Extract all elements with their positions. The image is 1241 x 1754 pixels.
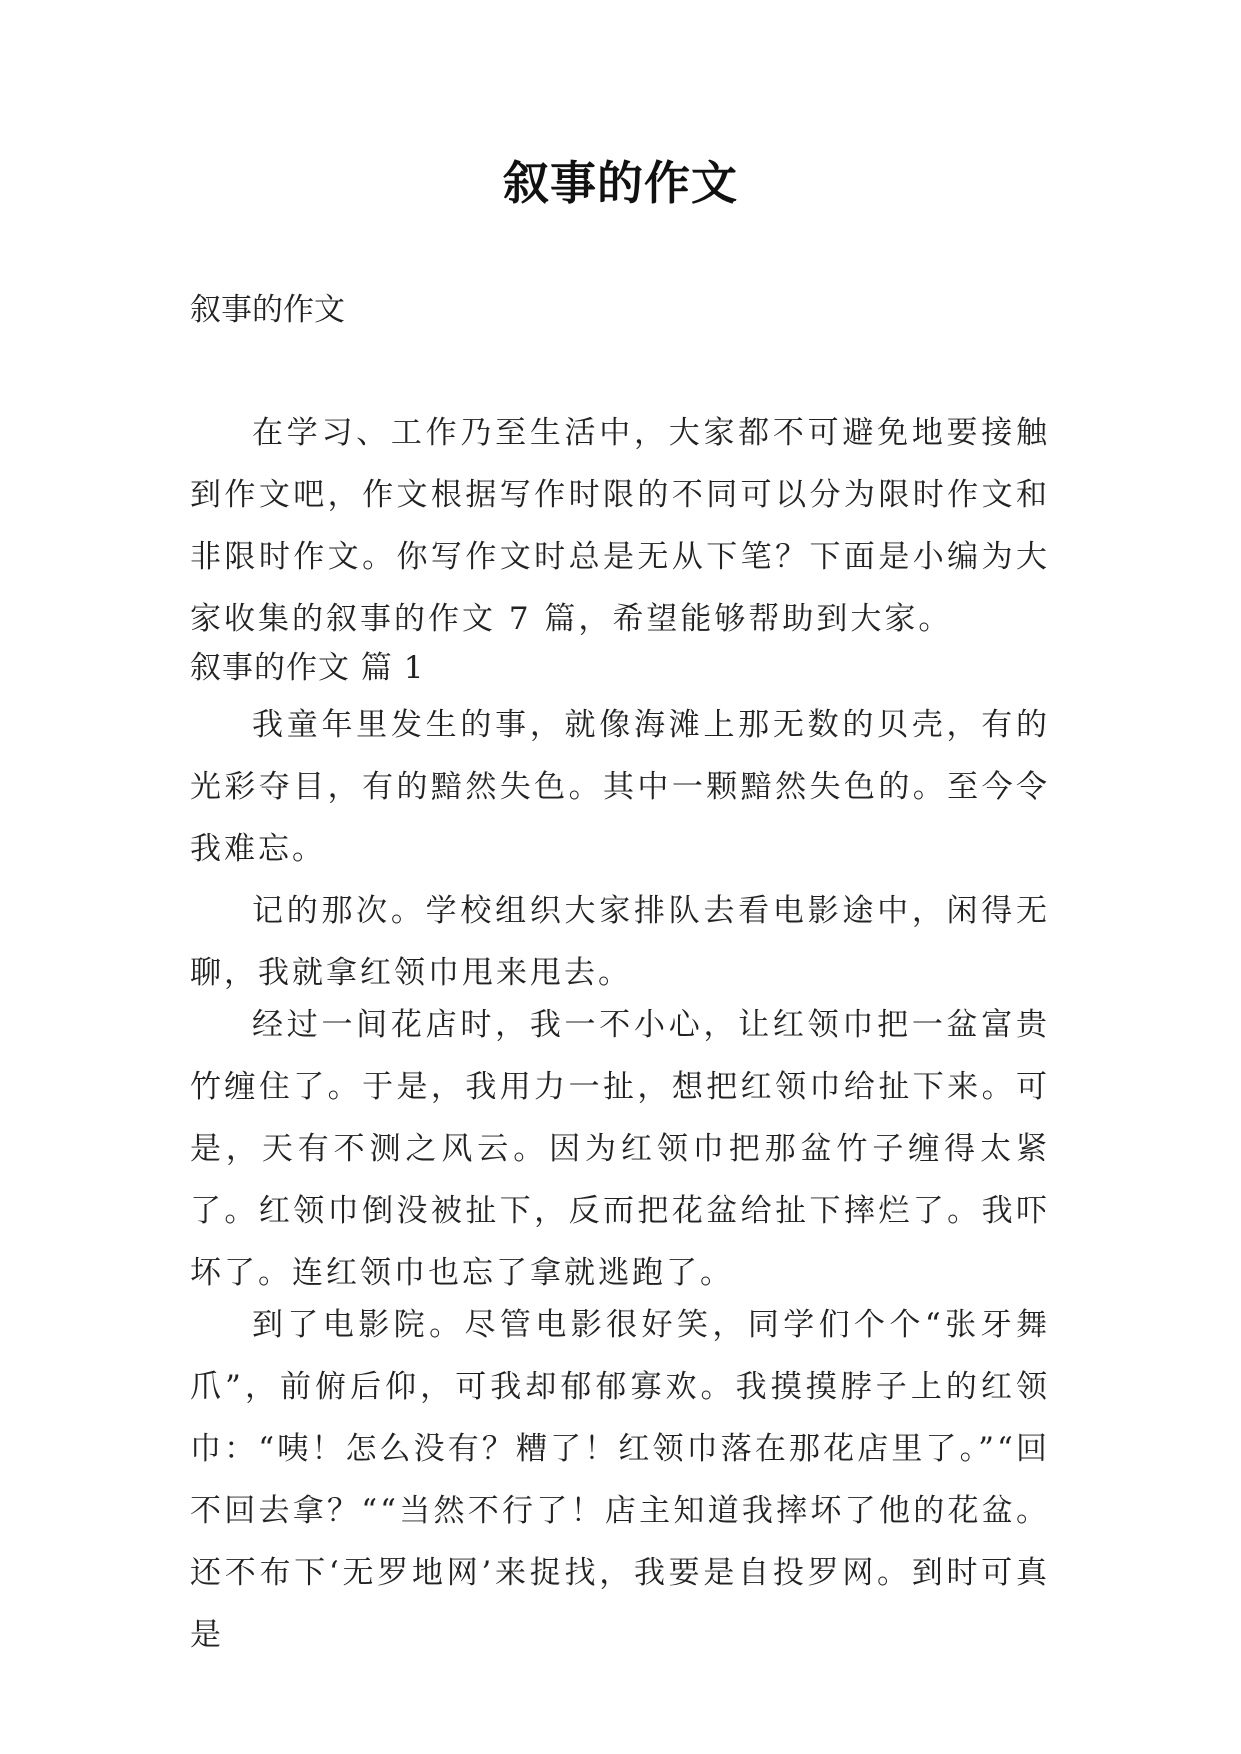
body-paragraph: 我童年里发生的事，就像海滩上那无数的贝壳，有的光彩夺目，有的黯然失色。其中一颗黯然失色的。至今令我难忘。 [190,707,1050,867]
body-paragraph: 经过一间花店时，我一不小心，让红领巾把一盆富贵竹缠住了。于是，我用力一扯，想把红领巾给扯下来。可是，天有不测之风云。因为红领巾把那盆竹子缠得太紧了。红领巾倒没被扯下，反而把花盆给扯下摔烂了。我吓坏了。连红领巾也忘了拿就逃跑了。 [190,1007,1050,1291]
document-title: 叙事的作文 [503,156,738,210]
document-subheading: 叙事的作文 [190,292,345,328]
body-paragraph: 到了电影院。尽管电影很好笑，同学们个个“张牙舞爪”，前俯后仰，可我却郁郁寡欢。我摸摸脖子上的红领巾：“咦！怎么没有？糟了！红领巾落在那花店里了。”“回不回去拿？““当然不行了！店主知道我摔坏了他的花盆。还不布下‘无罗地网’来捉找，我要是自投罗网。到时可真是 [190,1307,1050,1653]
body-paragraph: 记的那次。学校组织大家排队去看电影途中，闲得无聊，我就拿红领巾甩来甩去。 [190,893,1050,991]
section-heading: 叙事的作文 篇 1 [190,650,425,686]
intro-paragraph: 在学习、工作乃至生活中，大家都不可避免地要接触到作文吧，作文根据写作时限的不同可以分为限时作文和非限时作文。你写作文时总是无从下笔？下面是小编为大家收集的叙事的作文 7 篇，希望能够帮助到大家。 [190,415,1050,637]
